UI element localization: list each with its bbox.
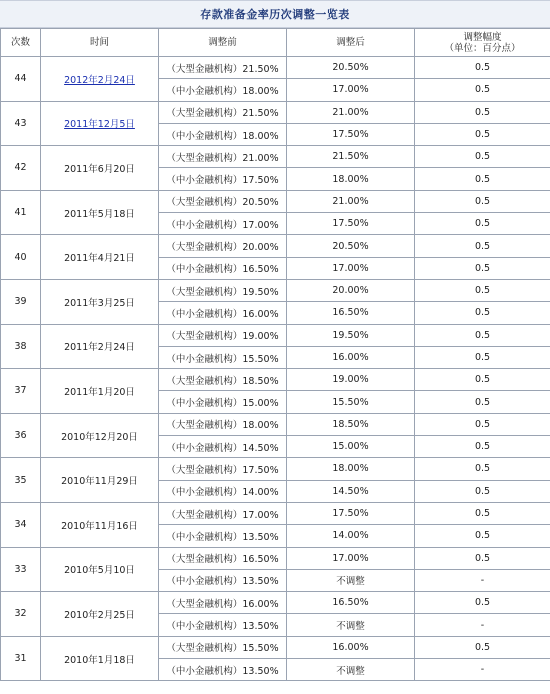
rate-after: 19.50% — [287, 324, 415, 346]
rate-after: 16.50% — [287, 302, 415, 324]
rate-before: （中小金融机构）17.00% — [159, 213, 287, 235]
table-row — [1, 502, 550, 524]
adjustment-number: 33 — [1, 547, 41, 592]
rate-before: （中小金融机构）13.50% — [159, 659, 287, 681]
rate-after: 15.50% — [287, 391, 415, 413]
rate-after: 16.50% — [287, 592, 415, 614]
rate-change: 0.5 — [415, 346, 550, 368]
rate-change: 0.5 — [415, 592, 550, 614]
table-row — [1, 458, 550, 480]
adjustment-date: 2011年3月25日 — [41, 279, 159, 324]
rate-after: 14.50% — [287, 480, 415, 502]
rate-after: 17.50% — [287, 502, 415, 524]
rate-change: 0.5 — [415, 636, 550, 658]
rate-change: 0.5 — [415, 279, 550, 301]
header-before: 调整前 — [159, 29, 287, 57]
rate-change: 0.5 — [415, 213, 550, 235]
table-row — [1, 279, 550, 301]
adjustment-date: 2011年4月21日 — [41, 235, 159, 280]
rate-before: （中小金融机构）15.50% — [159, 346, 287, 368]
rate-change: - — [415, 569, 550, 591]
rate-after: 17.00% — [287, 79, 415, 101]
header-delta-title: 调整幅度 — [463, 31, 502, 43]
rate-after: 15.00% — [287, 436, 415, 458]
adjustment-date: 2010年11月29日 — [41, 458, 159, 503]
rate-after: 14.00% — [287, 525, 415, 547]
rate-change: 0.5 — [415, 436, 550, 458]
rate-after: 16.00% — [287, 346, 415, 368]
rate-after: 21.50% — [287, 146, 415, 168]
rate-change: 0.5 — [415, 369, 550, 391]
header-time: 时间 — [41, 29, 159, 57]
adjustment-date: 2011年5月18日 — [41, 190, 159, 235]
adjustment-date-link[interactable]: 2011年12月5日 — [64, 119, 135, 131]
rate-before: （中小金融机构）16.00% — [159, 302, 287, 324]
adjustment-date-link[interactable]: 2012年2月24日 — [64, 74, 135, 86]
page-title: 存款准备金率历次调整一览表 — [0, 0, 550, 28]
adjustment-number: 41 — [1, 190, 41, 235]
rate-before: （中小金融机构）18.00% — [159, 123, 287, 145]
rate-after: 20.50% — [287, 57, 415, 79]
adjustment-date-cell — [41, 57, 159, 102]
adjustment-number: 36 — [1, 413, 41, 458]
rate-before: （中小金融机构）13.50% — [159, 569, 287, 591]
rate-change: 0.5 — [415, 324, 550, 346]
header-delta-unit: （单位：百分点） — [444, 42, 521, 54]
adjustment-date: 2011年2月24日 — [41, 324, 159, 369]
rate-before: （中小金融机构）13.50% — [159, 525, 287, 547]
rate-after: 17.00% — [287, 547, 415, 569]
adjustment-number: 43 — [1, 101, 41, 146]
rate-change: - — [415, 659, 550, 681]
rate-change: 0.5 — [415, 79, 550, 101]
rate-before: （大型金融机构）15.50% — [159, 636, 287, 658]
adjustment-number: 40 — [1, 235, 41, 280]
rate-before: （大型金融机构）16.00% — [159, 592, 287, 614]
rate-before: （中小金融机构）16.50% — [159, 257, 287, 279]
rate-change: 0.5 — [415, 190, 550, 212]
rate-after: 17.50% — [287, 123, 415, 145]
rate-change: 0.5 — [415, 146, 550, 168]
adjustment-number: 37 — [1, 369, 41, 414]
adjustment-date: 2010年2月25日 — [41, 592, 159, 637]
table-row — [1, 592, 550, 614]
rrr-adjustment-table — [0, 28, 550, 681]
adjustment-number: 44 — [1, 57, 41, 102]
rate-change: 0.5 — [415, 502, 550, 524]
rate-before: （大型金融机构）21.00% — [159, 146, 287, 168]
rate-after: 17.50% — [287, 213, 415, 235]
adjustment-date: 2010年12月20日 — [41, 413, 159, 458]
adjustment-date: 2011年6月20日 — [41, 146, 159, 191]
table-row — [1, 547, 550, 569]
table-row — [1, 235, 550, 257]
adjustment-number: 31 — [1, 636, 41, 681]
rate-change: 0.5 — [415, 547, 550, 569]
rate-before: （大型金融机构）16.50% — [159, 547, 287, 569]
rate-change: 0.5 — [415, 525, 550, 547]
table-row — [1, 101, 550, 123]
rate-before: （大型金融机构）20.50% — [159, 190, 287, 212]
table-row — [1, 636, 550, 658]
rate-before: （中小金融机构）14.00% — [159, 480, 287, 502]
header-delta — [415, 29, 550, 57]
adjustment-number: 38 — [1, 324, 41, 369]
adjustment-date: 2010年1月18日 — [41, 636, 159, 681]
rate-after: 16.00% — [287, 636, 415, 658]
adjustment-number: 39 — [1, 279, 41, 324]
rate-before: （大型金融机构）19.50% — [159, 279, 287, 301]
header-count: 次数 — [1, 29, 41, 57]
rate-after: 21.00% — [287, 190, 415, 212]
rate-after: 20.50% — [287, 235, 415, 257]
rate-change: 0.5 — [415, 123, 550, 145]
adjustment-number: 34 — [1, 502, 41, 547]
rate-after: 18.00% — [287, 168, 415, 190]
adjustment-date: 2010年5月10日 — [41, 547, 159, 592]
rate-before: （中小金融机构）14.50% — [159, 436, 287, 458]
rate-change: 0.5 — [415, 257, 550, 279]
table-row — [1, 57, 550, 79]
rate-after: 不调整 — [287, 569, 415, 591]
rate-before: （大型金融机构）17.00% — [159, 502, 287, 524]
header-after: 调整后 — [287, 29, 415, 57]
table-row — [1, 146, 550, 168]
rate-after: 不调整 — [287, 614, 415, 636]
rate-after: 20.00% — [287, 279, 415, 301]
rate-before: （中小金融机构）15.00% — [159, 391, 287, 413]
table-header-row — [1, 29, 550, 57]
rate-change: 0.5 — [415, 458, 550, 480]
table-row — [1, 324, 550, 346]
rate-after: 18.50% — [287, 413, 415, 435]
rate-change: - — [415, 614, 550, 636]
rate-before: （大型金融机构）18.00% — [159, 413, 287, 435]
rate-change: 0.5 — [415, 57, 550, 79]
rate-change: 0.5 — [415, 302, 550, 324]
adjustment-number: 32 — [1, 592, 41, 637]
rate-after: 21.00% — [287, 101, 415, 123]
rate-after: 17.00% — [287, 257, 415, 279]
rate-change: 0.5 — [415, 391, 550, 413]
rate-before: （中小金融机构）17.50% — [159, 168, 287, 190]
rate-before: （大型金融机构）21.50% — [159, 57, 287, 79]
rate-after: 18.00% — [287, 458, 415, 480]
rate-before: （中小金融机构）18.00% — [159, 79, 287, 101]
rate-change: 0.5 — [415, 101, 550, 123]
rate-change: 0.5 — [415, 480, 550, 502]
adjustment-number: 42 — [1, 146, 41, 191]
rate-before: （中小金融机构）13.50% — [159, 614, 287, 636]
rate-before: （大型金融机构）18.50% — [159, 369, 287, 391]
table-body — [1, 57, 550, 681]
rate-before: （大型金融机构）19.00% — [159, 324, 287, 346]
rate-after: 不调整 — [287, 659, 415, 681]
rate-change: 0.5 — [415, 168, 550, 190]
rate-before: （大型金融机构）20.00% — [159, 235, 287, 257]
rate-after: 19.00% — [287, 369, 415, 391]
table-row — [1, 369, 550, 391]
table-row — [1, 190, 550, 212]
adjustment-number: 35 — [1, 458, 41, 503]
adjustment-date: 2010年11月16日 — [41, 502, 159, 547]
adjustment-date: 2011年1月20日 — [41, 369, 159, 414]
rate-change: 0.5 — [415, 235, 550, 257]
table-row — [1, 413, 550, 435]
adjustment-date-cell — [41, 101, 159, 146]
rate-change: 0.5 — [415, 413, 550, 435]
rate-before: （大型金融机构）21.50% — [159, 101, 287, 123]
rate-before: （大型金融机构）17.50% — [159, 458, 287, 480]
